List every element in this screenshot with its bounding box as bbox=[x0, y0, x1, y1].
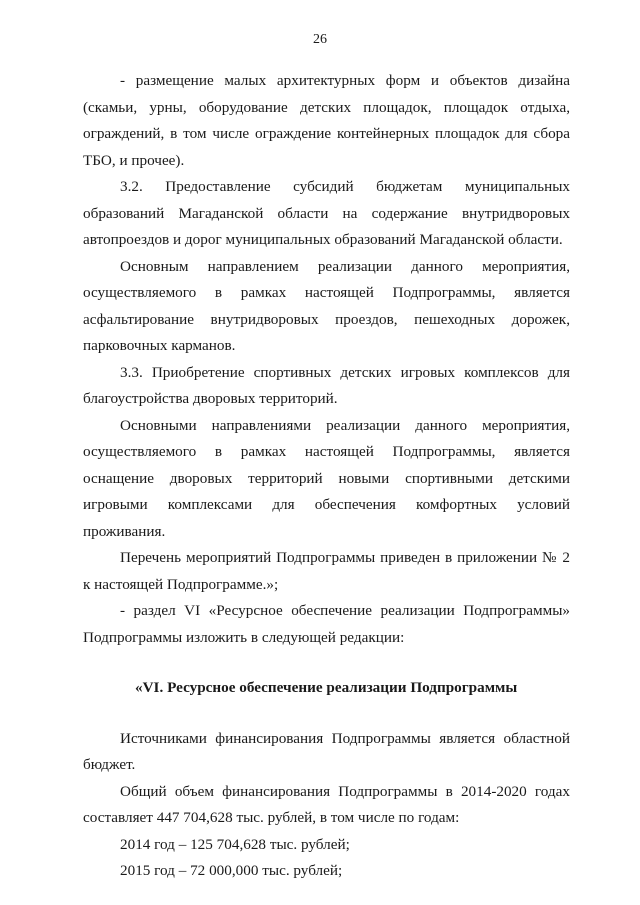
paragraph-funding-sources: Источниками финансирования Подпрограммы является областной бюджет. bbox=[83, 729, 570, 773]
document-body bbox=[83, 68, 570, 885]
paragraph-subsidies: 3.2. Предоставление субсидий бюджетам муниципальных образований Магаданской области на содержание внутридворовых автопроездов и дорог муниципальных образований Магаданской области. bbox=[83, 178, 570, 248]
section-heading: «VI. Ресурсное обеспечение реализации Подпрограммы bbox=[135, 679, 518, 696]
year-funding-2015: 2015 год – 72 000,000 тыс. рублей; bbox=[120, 862, 343, 879]
paragraph-asphalting: Основным направлением реализации данного мероприятия, осуществляемого в рамках настоящей Подпрограммы, является асфальтирование внутридворовых проездов, пешеходных дорожек, парковочных карманов. bbox=[83, 257, 570, 354]
paragraph-section-change: - раздел VI «Ресурсное обеспечение реализации Подпрограммы» Подпрограммы изложить в следующей редакции: bbox=[83, 602, 570, 646]
paragraph-design-objects: - размещение малых архитектурных форм и объектов дизайна (скамьи, урны, оборудование детских площадок, площадок отдыха, ограждений, в том числе ограждение контейнерных площадок для сбора ТБО, и прочее). bbox=[83, 72, 570, 169]
paragraph-appendix-reference: Перечень мероприятий Подпрограммы приведен в приложении № 2 к настоящей Подпрограмме.»; bbox=[83, 549, 570, 593]
paragraph-funding-total: Общий объем финансирования Подпрограммы в 2014-2020 годах составляет 447 704,628 тыс. рублей, в том числе по годам: bbox=[83, 782, 570, 826]
paragraph-equipping: Основными направлениями реализации данного мероприятия, осуществляемого в рамках настоящей Подпрограммы, является оснащение дворовых территорий новыми спортивными детскими игровыми комплексами для обеспечения комфортных условий проживания. bbox=[83, 416, 570, 540]
page-number: 26 bbox=[313, 32, 327, 47]
year-funding-2014: 2014 год – 125 704,628 тыс. рублей; bbox=[120, 835, 350, 853]
paragraph-sports-complexes: 3.3. Приобретение спортивных детских игровых комплексов для благоустройства дворовых территорий. bbox=[83, 363, 570, 407]
